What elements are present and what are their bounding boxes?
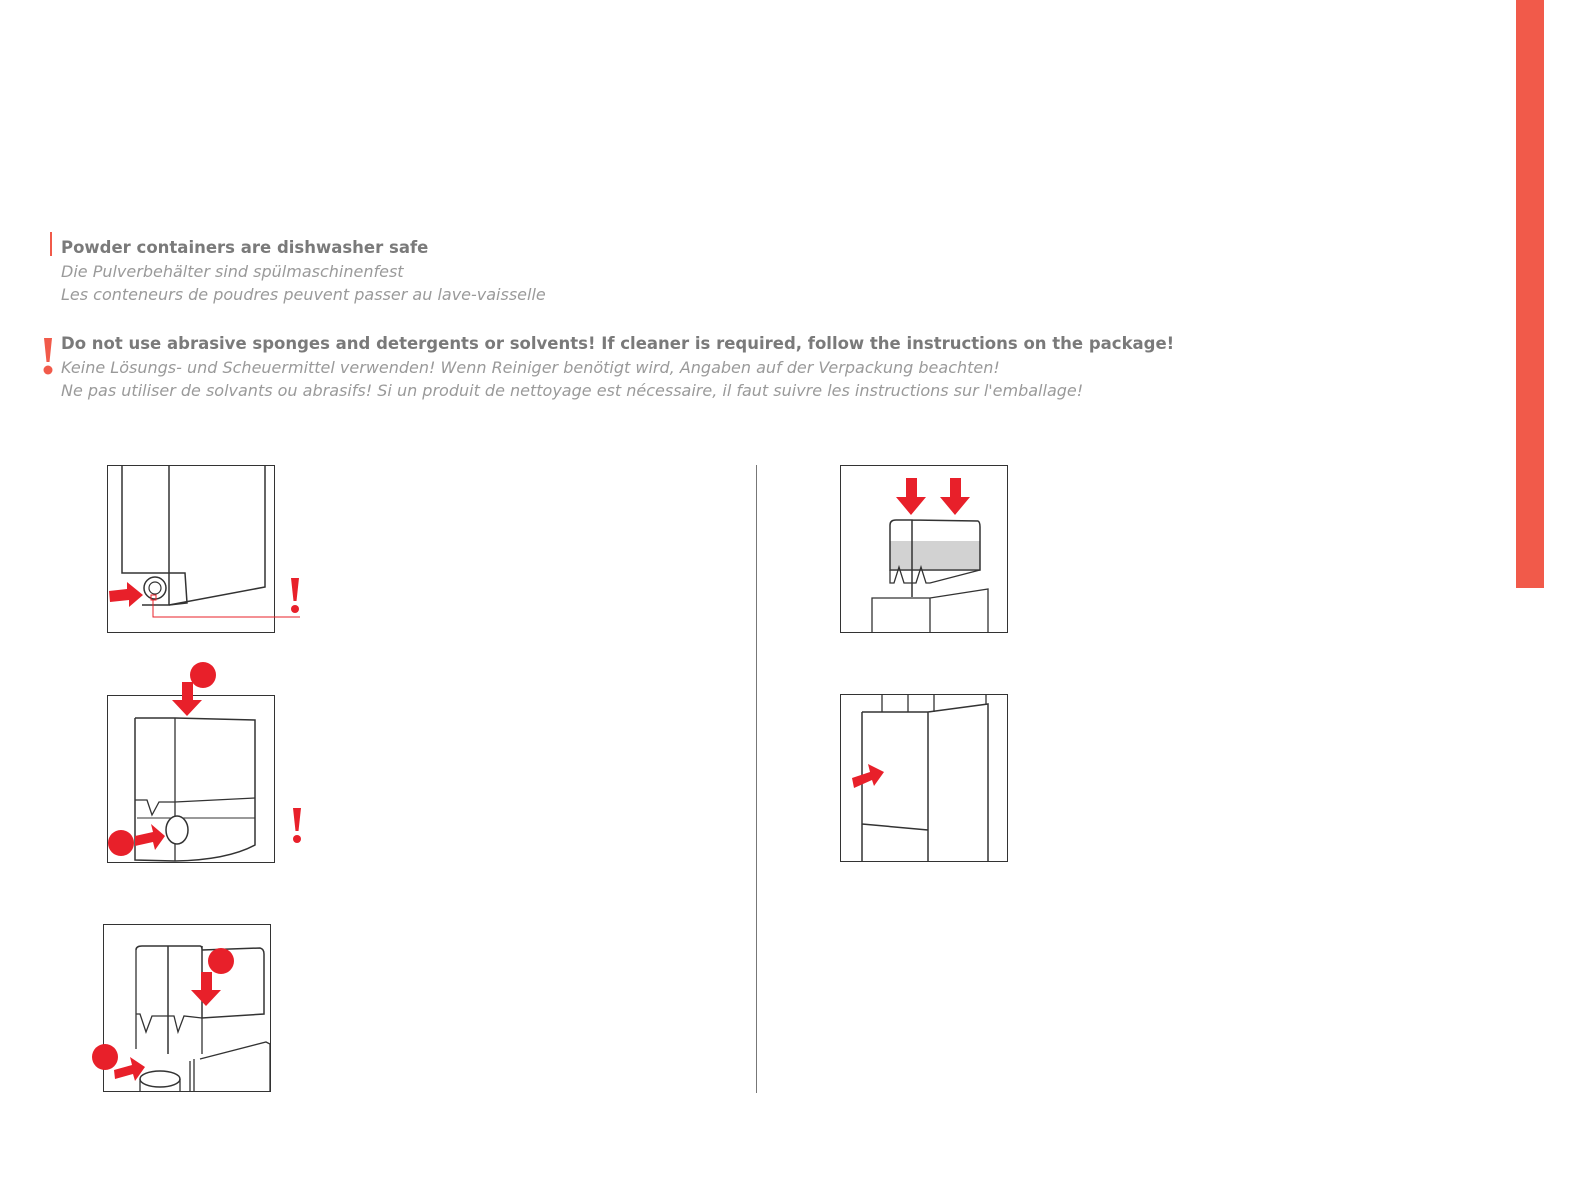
note-dishwasher-safe: [61, 236, 546, 307]
warning-de: Keine Lösungs- und Scheuermittel verwenden! Wenn Reiniger benötigt wird, Angaben auf der Verpackung beachten!: [61, 357, 1000, 377]
figure-step-3: [90, 924, 280, 1094]
figure-step-1: [107, 465, 307, 635]
figure-step-5: [840, 694, 1010, 864]
side-accent-bar: [1516, 0, 1544, 588]
figure-step-2: [107, 660, 307, 865]
note-marker-icon: [50, 232, 52, 256]
note-en: Powder containers are dishwasher safe: [61, 238, 429, 257]
red-step-dot-icon: [92, 1044, 118, 1070]
red-arrow-icon: [940, 478, 970, 515]
warning-en: Do not use abrasive sponges and detergents or solvents! If cleaner is required, follow the instructions on the package!: [61, 334, 1175, 353]
red-step-dot-icon: [108, 830, 134, 856]
note-cleaning-warning: [61, 332, 1174, 403]
red-arrow-icon: [852, 764, 884, 788]
figure-step-4: [840, 465, 1010, 635]
exclamation-warning-icon: [42, 338, 54, 376]
red-arrow-icon: [896, 478, 926, 515]
note-fr: Les conteneurs de poudres peuvent passer au lave-vaisselle: [61, 285, 546, 304]
red-step-dot-icon: [190, 662, 216, 688]
note-de: Die Pulverbehälter sind spülmaschinenfest: [61, 261, 404, 281]
warning-fr: Ne pas utiliser de solvants ou abrasifs! Si un produit de nettoyage est nécessaire, il faut suivre les instructions sur l'emballage!: [61, 381, 1084, 400]
red-arrow-icon: [109, 582, 143, 607]
exclamation-warning-icon: [291, 578, 299, 613]
red-step-dot-icon: [208, 948, 234, 974]
red-arrow-icon: [135, 824, 165, 850]
exclamation-warning-icon: [293, 808, 301, 843]
red-arrow-icon: [191, 972, 221, 1006]
column-divider: [756, 465, 757, 1093]
red-arrow-icon: [172, 682, 202, 716]
